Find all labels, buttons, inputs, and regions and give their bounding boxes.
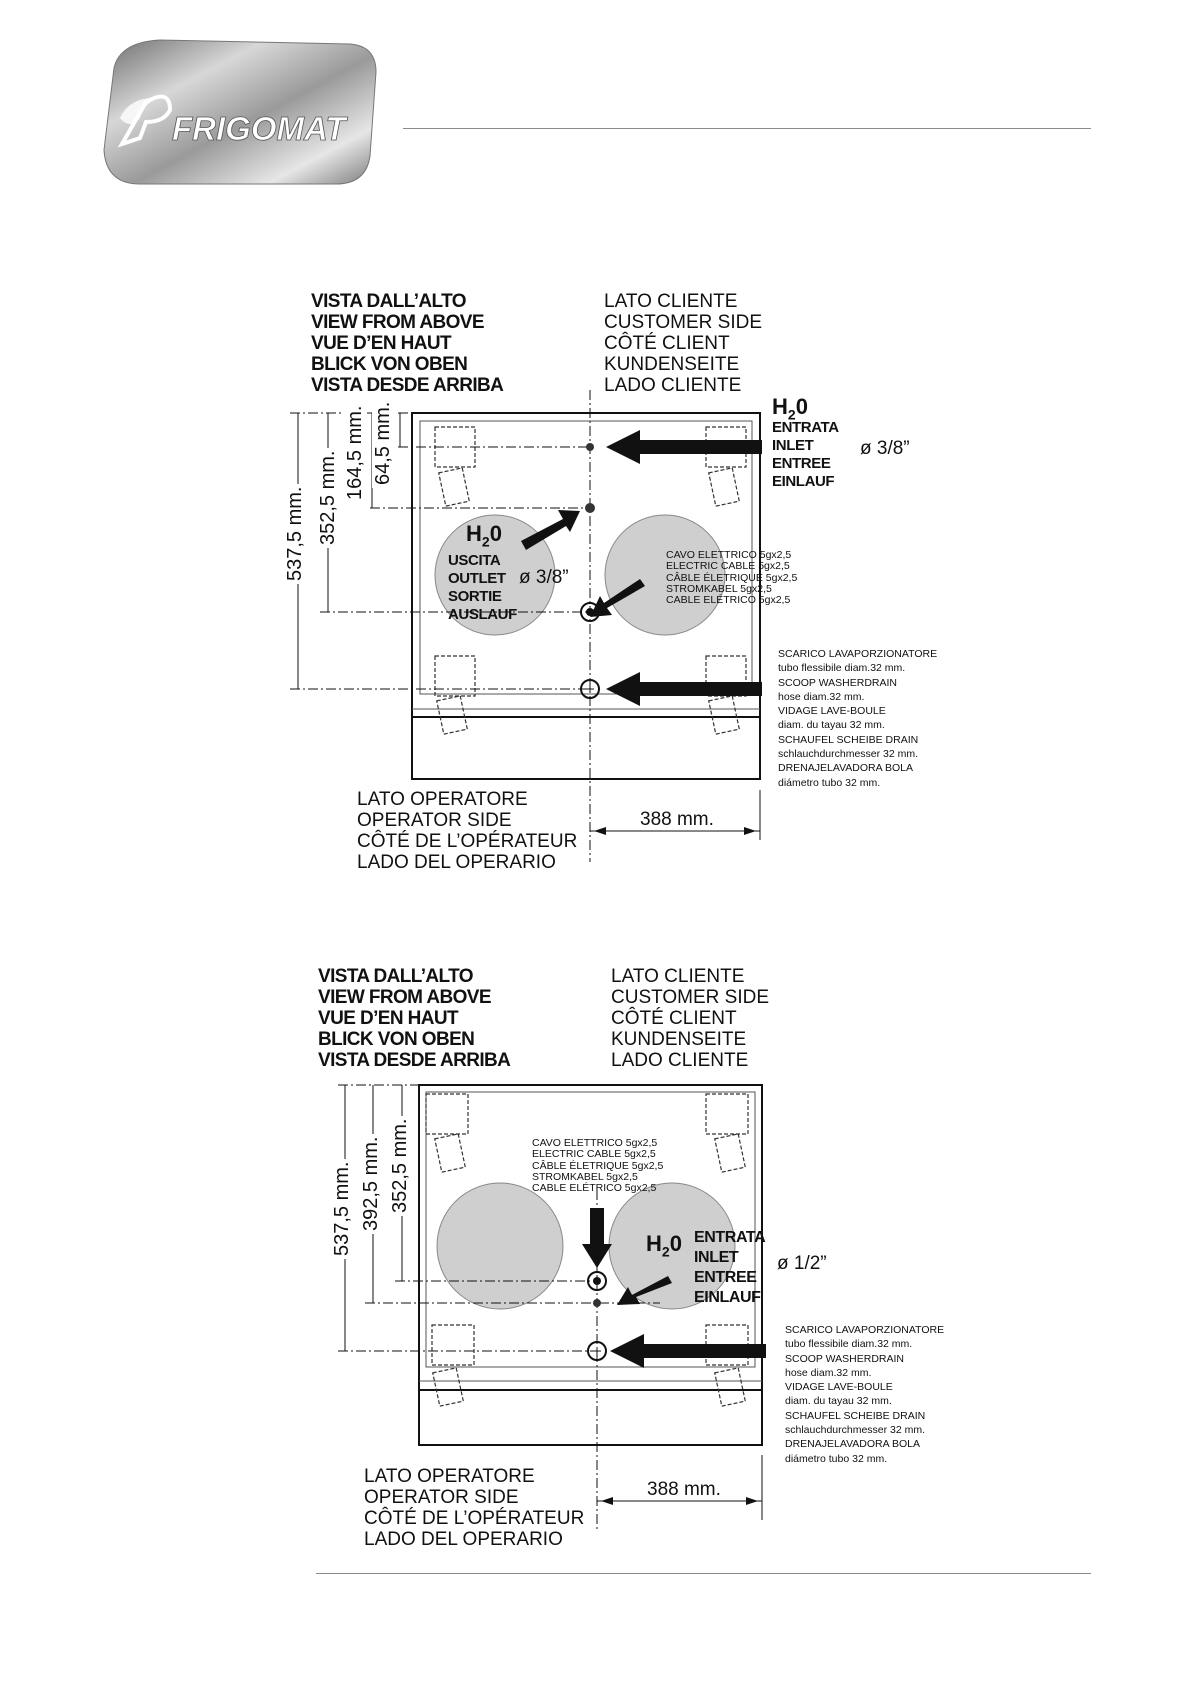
inlet-word: ENTRATA bbox=[772, 419, 839, 436]
customer-side-line: KUNDENSEITE bbox=[611, 1029, 747, 1050]
cable-line: ELECTRIC CABLE 5gx2,5 bbox=[532, 1148, 656, 1161]
view-title-line: VISTA DALL’ALTO bbox=[318, 966, 473, 987]
operator-side-line: CÔTÉ DE L’OPÉRATEUR bbox=[357, 831, 578, 852]
drain-title: DRENAJELAVADORA BOLA bbox=[778, 762, 913, 775]
inlet-word: INLET bbox=[694, 1249, 739, 1266]
inlet-word: ENTRATA bbox=[694, 1229, 766, 1246]
view-title-line: BLICK VON OBEN bbox=[311, 354, 468, 375]
cable-arrow bbox=[582, 1208, 612, 1268]
drain-sub: diam. du tayau 32 mm. bbox=[778, 719, 885, 732]
bowl-left bbox=[437, 1183, 563, 1309]
customer-side-line: LATO CLIENTE bbox=[611, 966, 745, 987]
drain-title: SCHAUFEL SCHEIBE DRAIN bbox=[778, 733, 919, 746]
outlet-word: SORTIE bbox=[448, 588, 502, 605]
operator-side-line: LADO DEL OPERARIO bbox=[357, 852, 556, 873]
cable-line: CABLE ELÉTRICO 5gx2,5 bbox=[666, 594, 791, 607]
operator-side-line: OPERATOR SIDE bbox=[364, 1487, 519, 1508]
outlet-word: USCITA bbox=[448, 552, 501, 569]
drain-notes-2 bbox=[785, 1323, 944, 1466]
customer-side-block-2 bbox=[611, 966, 769, 1071]
cable-line: CAVO ELETTRICO 5gx2,5 bbox=[666, 549, 792, 561]
view-title-line: VISTA DESDE ARRIBA bbox=[318, 1050, 511, 1071]
brand-text: FRIGOMAT bbox=[172, 110, 346, 147]
view-title-block-2 bbox=[318, 966, 510, 1071]
customer-side-line: LADO CLIENTE bbox=[604, 375, 742, 396]
drain-sub: diámetro tubo 32 mm. bbox=[778, 776, 881, 789]
view-title-line: VIEW FROM ABOVE bbox=[318, 987, 491, 1008]
width-dimension-2: 388 mm. bbox=[647, 1479, 721, 1500]
h2o-h: H bbox=[466, 521, 482, 546]
cable-line: STROMKABEL 5gx2,5 bbox=[532, 1170, 638, 1183]
dim-352-label-2: 352,5 mm. bbox=[389, 1116, 412, 1216]
drain-title: SCHAUFEL SCHEIBE DRAIN bbox=[785, 1409, 926, 1422]
drain-sub: hose diam.32 mm. bbox=[778, 690, 865, 703]
inlet-diameter: ø 1/2” bbox=[777, 1253, 827, 1274]
cable-label-2 bbox=[532, 1138, 663, 1194]
drain-sub: diam. du tayau 32 mm. bbox=[785, 1395, 892, 1408]
cable-line: CABLE ELÉTRICO 5gx2,5 bbox=[532, 1182, 657, 1195]
view-title-line: BLICK VON OBEN bbox=[318, 1029, 475, 1050]
h2o-h: H bbox=[646, 1231, 662, 1256]
drain-sub: tubo flessibile diam.32 mm. bbox=[785, 1338, 913, 1351]
operator-side-line: LADO DEL OPERARIO bbox=[364, 1529, 563, 1550]
operator-side-line: CÔTÉ DE L’OPÉRATEUR bbox=[364, 1508, 585, 1529]
outlet-word: OUTLET bbox=[448, 570, 506, 587]
h2o-sub: 2 bbox=[661, 1243, 670, 1260]
drain-title: VIDAGE LAVE-BOULE bbox=[785, 1381, 893, 1394]
footer-rule bbox=[316, 1573, 1091, 1574]
view-title-line: VIEW FROM ABOVE bbox=[311, 312, 484, 333]
customer-side-line: KUNDENSEITE bbox=[604, 354, 740, 375]
dim-64-label-1: 64,5 mm. bbox=[372, 399, 395, 488]
customer-side-line: CUSTOMER SIDE bbox=[604, 312, 763, 333]
drain-title: VIDAGE LAVE-BOULE bbox=[778, 705, 886, 718]
operator-side-line: LATO OPERATORE bbox=[364, 1466, 535, 1487]
drain-sub: schlauchdurchmesser 32 mm. bbox=[785, 1424, 926, 1437]
inlet-word: ENTREE bbox=[694, 1269, 757, 1286]
inlet-h2o-label bbox=[646, 1233, 682, 1258]
cable-line: CAVO ELETTRICO 5gx2,5 bbox=[532, 1137, 658, 1149]
view-title-line: VUE D’EN HAUT bbox=[311, 333, 451, 354]
dim-537-label-1: 537,5 mm. bbox=[284, 484, 307, 584]
dim-164-label-1: 164,5 mm. bbox=[344, 403, 367, 503]
operator-side-line: LATO OPERATORE bbox=[357, 789, 528, 810]
cable-line: ELECTRIC CABLE 5gx2,5 bbox=[666, 560, 790, 573]
inlet-words-2 bbox=[694, 1228, 765, 1308]
dim-537-label-2: 537,5 mm. bbox=[331, 1159, 354, 1259]
customer-side-line: LATO CLIENTE bbox=[604, 291, 738, 312]
operator-side-line: OPERATOR SIDE bbox=[357, 810, 512, 831]
drain-sub: tubo flessibile diam.32 mm. bbox=[778, 662, 906, 675]
customer-side-line: LADO CLIENTE bbox=[611, 1050, 749, 1071]
drain-title: SCOOP WASHERDRAIN bbox=[778, 676, 898, 689]
customer-side-line: CÔTÉ CLIENT bbox=[611, 1008, 737, 1029]
inlet-word: EINLAUF bbox=[694, 1289, 761, 1306]
view-title-line: VISTA DALL’ALTO bbox=[311, 291, 466, 312]
outlet-word: AUSLAUF bbox=[448, 606, 517, 623]
cable-line: CÂBLE ÉLETRIQUE 5gx2,5 bbox=[666, 571, 798, 584]
h2o-tail: 0 bbox=[489, 521, 502, 546]
drain-title: DRENAJELAVADORA BOLA bbox=[785, 1438, 920, 1451]
dim-392-label-2: 392,5 mm. bbox=[360, 1134, 383, 1234]
h2o-tail: 0 bbox=[795, 394, 808, 419]
cable-line: STROMKABEL 5gx2,5 bbox=[666, 582, 772, 595]
drain-title: SCOOP WASHERDRAIN bbox=[785, 1352, 905, 1365]
drain-arrow bbox=[610, 1334, 766, 1368]
h2o-sub: 2 bbox=[481, 533, 490, 550]
inlet-word: INLET bbox=[772, 437, 814, 454]
drain-sub: hose diam.32 mm. bbox=[785, 1366, 872, 1379]
outlet-diameter: ø 3/8” bbox=[519, 567, 569, 588]
inlet-word: EINLAUF bbox=[772, 473, 835, 490]
drain-sub: diámetro tubo 32 mm. bbox=[785, 1452, 888, 1465]
inlet-word: ENTREE bbox=[772, 455, 831, 472]
h2o-h: H bbox=[772, 394, 788, 419]
width-dimension-1: 388 mm. bbox=[640, 809, 714, 830]
cable-fitting bbox=[593, 1299, 601, 1307]
inlet-diameter: ø 3/8” bbox=[860, 438, 910, 459]
cable-line: CÂBLE ÉLETRIQUE 5gx2,5 bbox=[532, 1159, 664, 1172]
drain-title: SCARICO LAVAPORZIONATORE bbox=[778, 648, 938, 660]
customer-side-line: CÔTÉ CLIENT bbox=[604, 333, 730, 354]
h2o-sub: 2 bbox=[787, 406, 796, 423]
h2o-tail: 0 bbox=[669, 1231, 682, 1256]
dim-352-label-1: 352,5 mm. bbox=[317, 448, 340, 548]
view-title-line: VISTA DESDE ARRIBA bbox=[311, 375, 504, 396]
drain-sub: schlauchdurchmesser 32 mm. bbox=[778, 748, 919, 761]
view-title-line: VUE D’EN HAUT bbox=[318, 1008, 458, 1029]
customer-side-line: CUSTOMER SIDE bbox=[611, 987, 770, 1008]
operator-side-block-2 bbox=[364, 1466, 584, 1550]
drain-title: SCARICO LAVAPORZIONATORE bbox=[785, 1324, 945, 1336]
